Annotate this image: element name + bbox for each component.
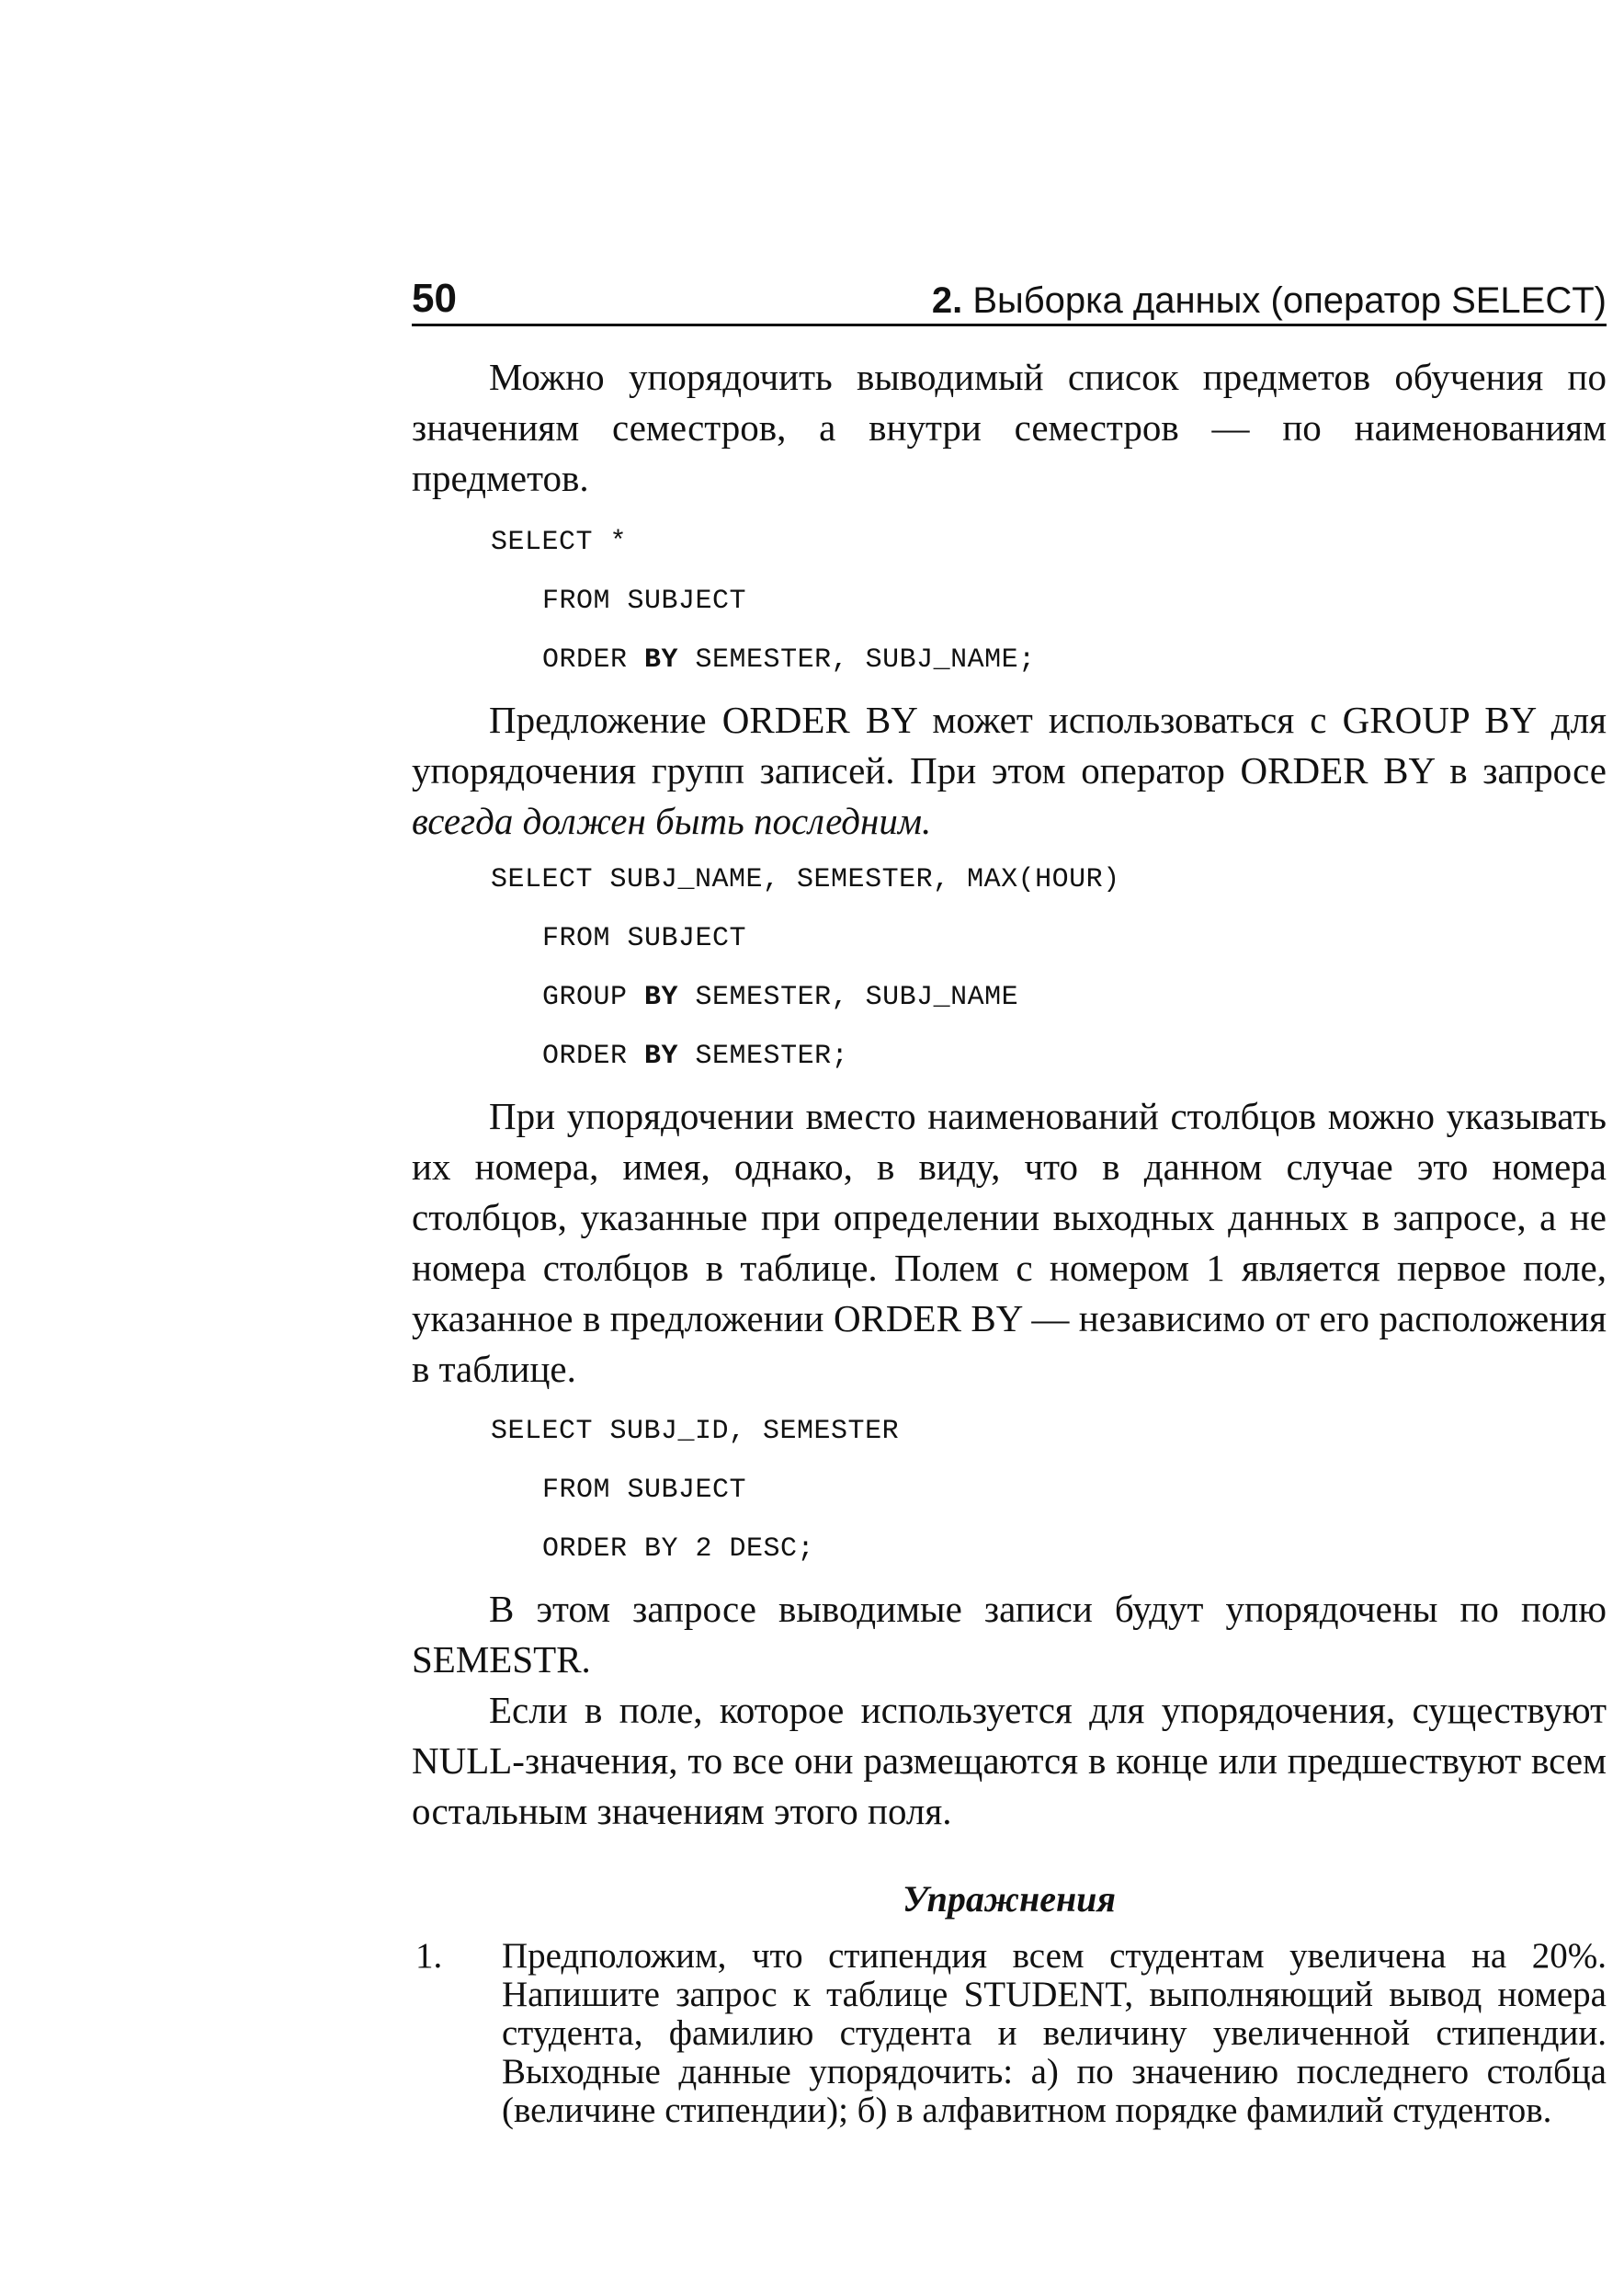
chapter-title [932,280,1607,322]
running-header [412,267,1607,326]
code-line: SELECT SUBJ_NAME, SEMESTER, MAX(HOUR) [491,864,1120,895]
code-line: ORDER BY 2 DESC; [542,1533,815,1565]
code-line: FROM SUBJECT [542,923,747,954]
code-block-3 [412,1402,1607,1578]
list-item [412,1937,1607,2130]
paragraph-2 [412,695,1607,847]
paragraph-2-emphasis: всегда должен быть последним. [412,800,932,842]
code-keyword: BY [644,982,679,1013]
code-token: ORDER [542,1041,645,1072]
exercise-list [412,1937,1607,2130]
code-token: SEMESTER, SUBJ_NAME [678,982,1019,1013]
paragraph-2-text: Предложение ORDER BY может использоваться с GROUP BY для упорядочения групп записей. При этом оператор ORDER BY в запросе [412,699,1607,792]
code-token: SEMESTER; [678,1041,849,1072]
code-line: FROM SUBJECT [542,586,747,617]
chapter-number: 2. [931,280,963,321]
code-line [412,1027,1607,1086]
code-keyword: BY [644,644,679,676]
exercise-number: 1. [415,1936,443,1976]
code-line: SELECT * [491,527,628,558]
code-token: ORDER [542,644,645,676]
code-token: SEMESTER, SUBJ_NAME; [678,644,1036,676]
code-line: SELECT SUBJ_ID, SEMESTER [491,1416,900,1447]
code-line [412,968,1607,1027]
page-number: 50 [412,276,457,321]
book-page [412,267,1607,2130]
paragraph-1: Можно упорядочить выводимый список предметов обучения по значениям семестров, а внутри семестров — по наименованиям предметов. [412,356,1607,499]
code-line [412,631,1607,689]
code-block-2 [412,850,1607,1086]
code-block-1 [412,513,1607,689]
code-keyword: BY [644,1041,679,1072]
paragraph-4: В этом запросе выводимые записи будут упорядочены по полю SEMESTR. [412,1588,1607,1681]
code-line: FROM SUBJECT [542,1475,747,1506]
code-token: GROUP [542,982,645,1013]
exercises-heading: Упражнения [902,1878,1117,1920]
paragraph-5: Если в поле, которое используется для упорядочения, существуют NULL-значения, то все они размещаются в конце или предшествуют всем остальным значениям этого поля. [412,1689,1607,1832]
chapter-title-text: Выборка данных (оператор SELECT) [972,280,1607,321]
exercise-text: Предположим, что стипендия всем студентам увеличена на 20%. Напишите запрос к таблице STUDENT, выполняющий вывод номера студента, фамилию студента и величину увеличенной стипендии. Выходные данные упорядочить: а) по значению последнего столбца (величине стипендии); б) в алфавитном порядке фамилий студентов. [502,1936,1607,2130]
paragraph-3: При упорядочении вместо наименований столбцов можно указывать их номера, имея, однако, в виду, что в данном случае это номера столбцов, указанные при определении выходных данных в запросе, а не номера столбцов в таблице. Полем с номером 1 является первое поле, указанное в предложении ORDER BY — независимо от его расположения в таблице. [412,1095,1607,1390]
